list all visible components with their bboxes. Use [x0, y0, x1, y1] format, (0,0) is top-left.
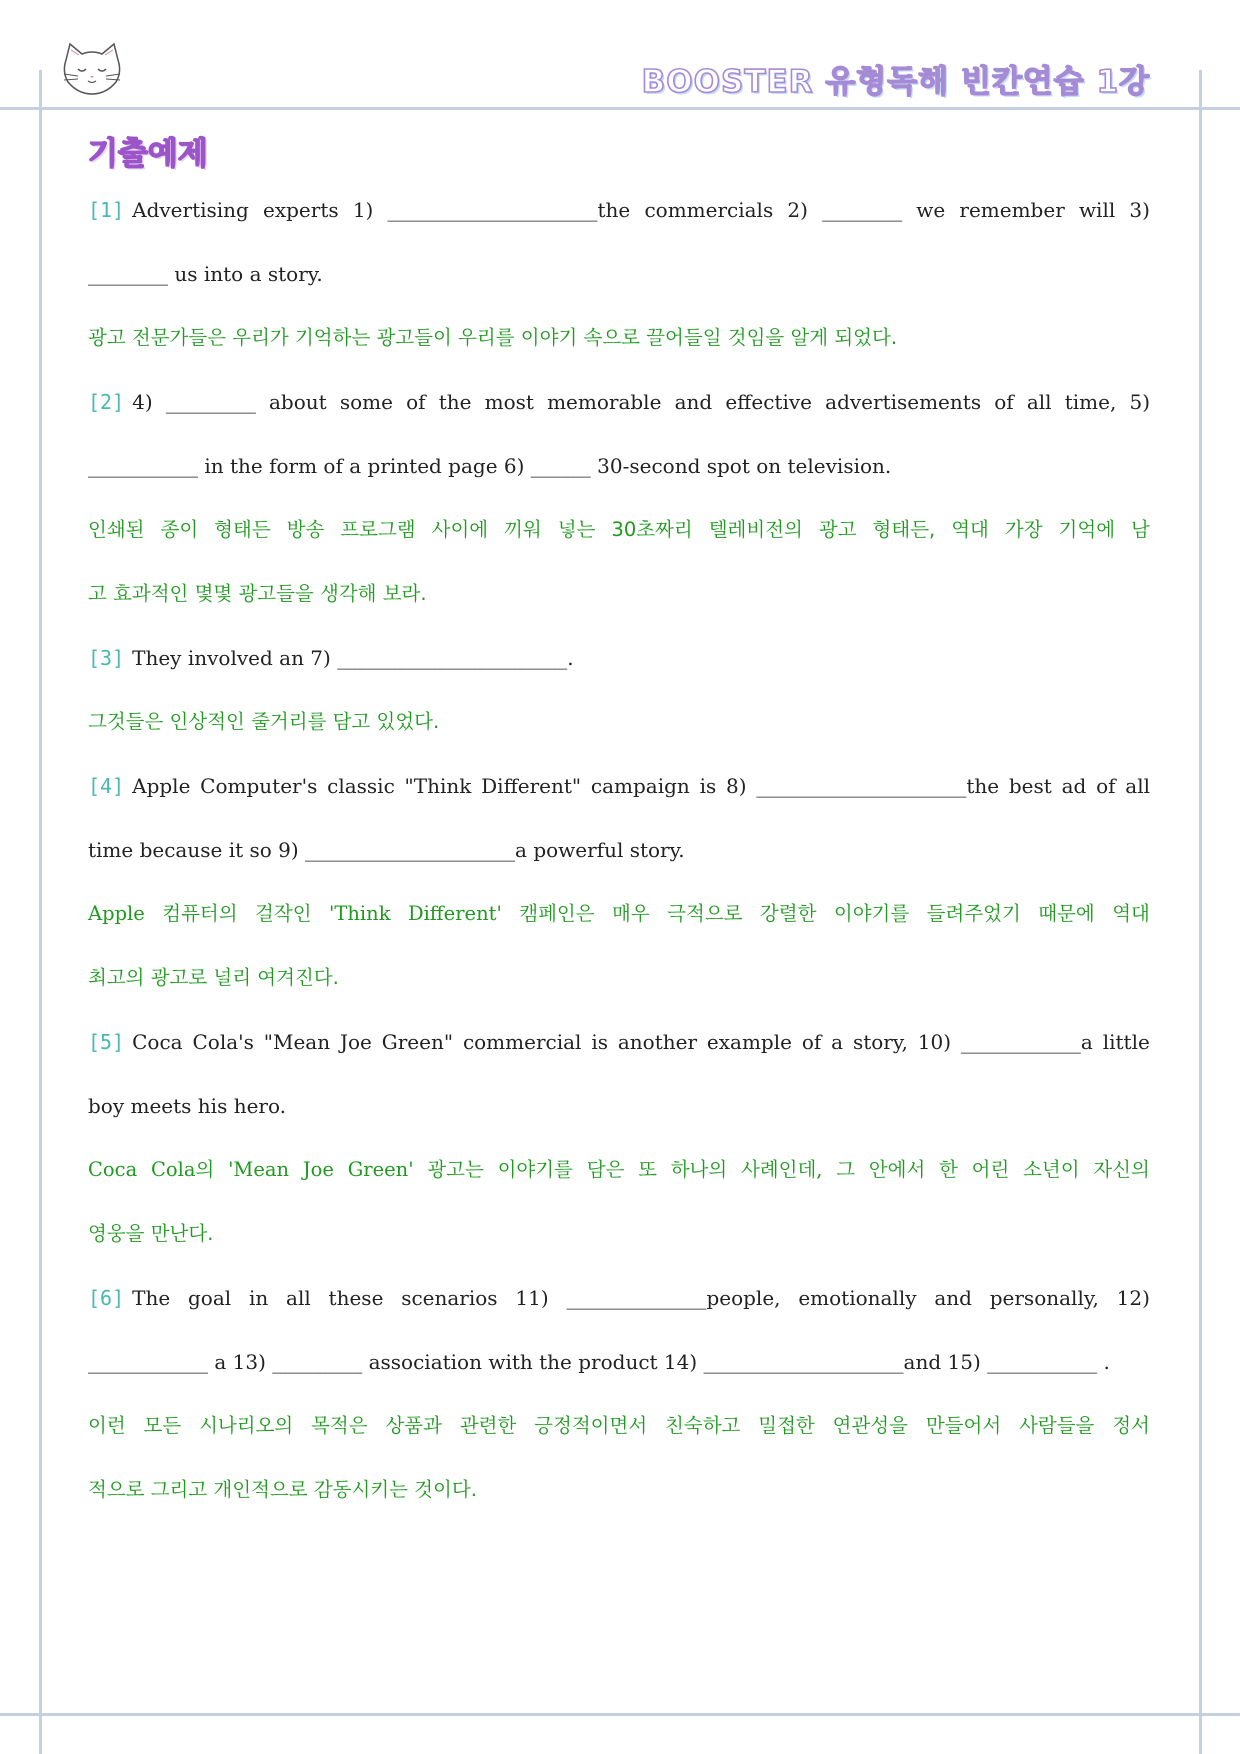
item-2-ko-line-1: 인쇄된 종이 형태든 방송 프로그램 사이에 끼워 넣는 30초짜리 텔레비전의 광고 형태든, 역대 가장 기억에 남 — [88, 518, 1150, 541]
section-title: 기출예제 — [88, 136, 208, 172]
item-1-number: [1] — [88, 198, 125, 222]
item-4-en-line-2: time because it so 9) _____________________a powerful story. — [88, 838, 685, 862]
item-5-en-line-1: [5] Coca Cola's "Mean Joe Green" commercial is another example of a story, 10) ____________a little — [88, 1030, 1150, 1054]
item-5-number: [5] — [88, 1030, 125, 1054]
item-2-en-line-2: ___________ in the form of a printed page 6) ______ 30-second spot on television. — [88, 454, 892, 478]
item-2-en-line-1: [2] 4) _________ about some of the most memorable and effective advertisements of all time, 5) — [88, 390, 1150, 414]
item-4-number: [4] — [88, 774, 125, 798]
item-1-en-line-2: ________ us into a story. — [88, 262, 323, 286]
item-3-ko-line-1: 그것들은 인상적인 줄거리를 담고 있었다. — [88, 710, 440, 733]
item-5-en-line-2: boy meets his hero. — [88, 1094, 287, 1118]
left-frame-line — [39, 70, 42, 1754]
item-6-en-line-2: ____________ a 13) _________ association with the product 14) ____________________and 15) ___________ . — [88, 1350, 1110, 1374]
item-3-en-line-1: [3] They involved an 7) _______________________. — [88, 646, 574, 670]
item-2-ko-line-2: 고 효과적인 몇몇 광고들을 생각해 보라. — [88, 582, 427, 605]
item-6-ko-line-1: 이런 모든 시나리오의 목적은 상품과 관련한 긍정적이면서 친숙하고 밀접한 연관성을 만들어서 사람들을 정서 — [88, 1414, 1150, 1437]
item-4-ko-line-2: 최고의 광고로 널리 여겨진다. — [88, 966, 339, 989]
item-1-ko-line-1: 광고 전문가들은 우리가 기억하는 광고들이 우리를 이야기 속으로 끌어들일 것임을 알게 되었다. — [88, 326, 898, 349]
item-6-number: [6] — [88, 1286, 125, 1310]
item-4-en-line-1: [4] Apple Computer's classic "Think Different" campaign is 8) _____________________the best ad of all — [88, 774, 1150, 798]
right-frame-line — [1199, 70, 1202, 1754]
item-3-number: [3] — [88, 646, 125, 670]
exercise-content — [88, 178, 1150, 1522]
item-5-ko-line-1: Coca Cola의 'Mean Joe Green' 광고는 이야기를 담은 또 하나의 사례인데, 그 안에서 한 어린 소년이 자신의 — [88, 1158, 1150, 1181]
item-2-number: [2] — [88, 390, 125, 414]
item-1-en-line-1: [1] Advertising experts 1) _____________________the commercials 2) ________ we remember will 3) — [88, 198, 1150, 222]
item-5-ko-line-2: 영웅을 만난다. — [88, 1222, 214, 1245]
item-4-ko-line-1: Apple 컴퓨터의 걸작인 'Think Different' 캠페인은 매우 극적으로 강렬한 이야기를 들려주었기 때문에 역대 — [88, 902, 1150, 925]
item-6-en-line-1: [6] The goal in all these scenarios 11) ______________people, emotionally and personally, 12) — [88, 1286, 1150, 1310]
header-rule — [0, 107, 1240, 110]
item-6-ko-line-2: 적으로 그리고 개인적으로 감동시키는 것이다. — [88, 1478, 477, 1501]
header-title: BOOSTER 유형독해 빈칸연습 1강 — [641, 64, 1150, 100]
cat-logo-icon — [60, 42, 124, 100]
footer-rule — [0, 1713, 1240, 1716]
